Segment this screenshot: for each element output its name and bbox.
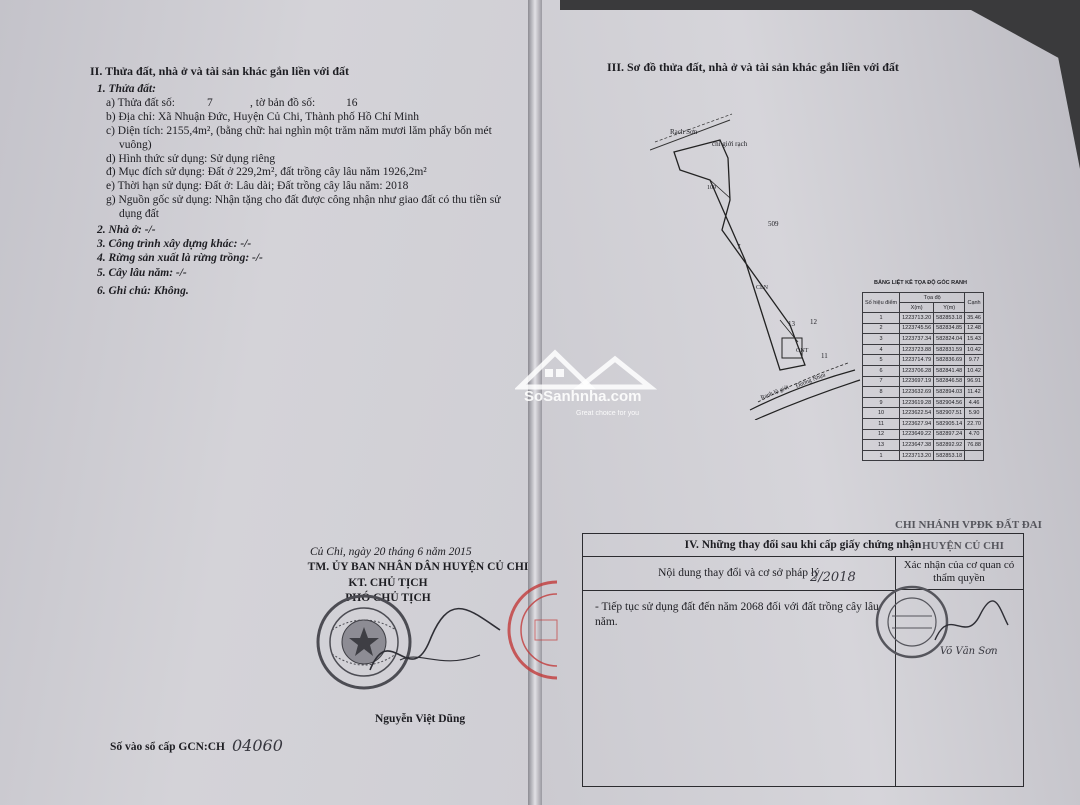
item-1-label: 1. Thửa đất: (97, 83, 156, 95)
coord-table-title: BẢNG LIỆT KÊ TỌA ĐỘ GÓC RANH (874, 280, 967, 286)
purpose-line: đ) Mục đích sử dụng: Đất ở 229,2m², đất trồng cây lâu năm 1926,2m² (106, 166, 427, 178)
coord-point: 7 (863, 376, 900, 387)
coord-point: 1 (863, 450, 900, 461)
coord-point: 8 (863, 387, 900, 398)
coord-edge: 9.77 (965, 355, 984, 366)
term-line: e) Thời hạn sử dụng: Đất ở: Lâu dài; Đất trồng cây lâu năm: 2018 (106, 180, 409, 192)
coord-header-edge: Cạnh (965, 293, 984, 313)
coord-row (863, 334, 984, 345)
coord-row (863, 397, 984, 408)
registry-label: Số vào sổ cấp GCN:CH (110, 741, 226, 753)
coord-y: 582907.51 (934, 408, 965, 419)
item-5: 5. Cây lâu năm: -/- (97, 267, 187, 279)
house-logo-icon (515, 345, 660, 390)
area-line-cont: vuông) (119, 139, 152, 151)
coord-y: 582824.04 (934, 334, 965, 345)
section-iii-title: III. Sơ đồ thửa đất, nhà ở và tài sản khác gắn liền với đất (607, 60, 899, 74)
coord-point: 11 (863, 418, 900, 429)
origin-line-cont: dụng đất (119, 208, 159, 220)
address-line: b) Địa chỉ: Xã Nhuận Đức, Huyện Củ Chi, Thành phố Hồ Chí Minh (106, 111, 419, 123)
map-label-509: 509 (768, 220, 779, 228)
coord-x: 1223697.19 (900, 376, 934, 387)
map-label-cln: CLN (756, 285, 768, 291)
coord-edge: 5.90 (965, 408, 984, 419)
coord-edge: 11.42 (965, 387, 984, 398)
signature-line-1: TM. ỦY BAN NHÂN DÂN HUYỆN CỦ CHI (307, 561, 529, 573)
coord-x: 1223647.38 (900, 440, 934, 451)
map-label-rach: Rạch Sơn (670, 128, 698, 136)
coord-y: 582897.24 (934, 429, 965, 440)
coord-row (863, 323, 984, 334)
coord-edge: 10.42 (965, 344, 984, 355)
map-sheet-label: , tờ bản đồ số: (250, 97, 316, 109)
coord-point: 12 (863, 429, 900, 440)
parcel-number-label: a) Thửa đất số: (106, 97, 175, 109)
coord-row (863, 365, 984, 376)
coord-edge: 4.70 (965, 429, 984, 440)
coord-y: 582853.18 (934, 313, 965, 324)
changes-table (582, 533, 1024, 787)
registry-handwritten: 04060 (232, 736, 283, 755)
item-6: 6. Ghi chú: Không. (97, 285, 189, 297)
coord-y: 582894.03 (934, 387, 965, 398)
coord-row (863, 344, 984, 355)
signature-line-3: PHÓ CHỦ TỊCH (345, 592, 431, 604)
map-label-ont: ONT (796, 348, 809, 354)
coord-header-x: X(m) (900, 303, 934, 313)
office-stamp-line-1: CHI NHÁNH VPĐK ĐẤT ĐAI (895, 519, 1042, 531)
map-label-road: Đường Nhựa (795, 372, 827, 390)
coord-x: 1223713.20 (900, 450, 934, 461)
watermark-brand: SoSanhnha.com (524, 388, 642, 405)
coord-edge: 12.48 (965, 323, 984, 334)
coord-edge: 96.91 (965, 376, 984, 387)
map-label-chi-gioi: chỉ giới rạch (712, 140, 748, 148)
coord-x: 1223627.94 (900, 418, 934, 429)
coord-y: 582836.69 (934, 355, 965, 366)
coord-x: 1223649.22 (900, 429, 934, 440)
coord-point: 10 (863, 408, 900, 419)
coord-row (863, 418, 984, 429)
coord-row (863, 450, 984, 461)
section-ii-title: II. Thửa đất, nhà ở và tài sản khác gắn liền với đất (90, 64, 350, 78)
coord-edge: 15.43 (965, 334, 984, 345)
coord-edge: 22.70 (965, 418, 984, 429)
signer-name: Nguyễn Việt Dũng (375, 713, 466, 725)
coord-point: 3 (863, 334, 900, 345)
change-date-handwritten: 2/2018 (810, 570, 856, 585)
coord-x: 1223632.69 (900, 387, 934, 398)
origin-line: g) Nguồn gốc sử dụng: Nhận tặng cho đất được công nhận như giao đất có thu tiền sử (106, 194, 501, 206)
red-stamp (505, 580, 560, 680)
coord-y: 582831.59 (934, 344, 965, 355)
coord-y: 582853.18 (934, 450, 965, 461)
coord-edge (965, 450, 984, 461)
coord-edge: 4.46 (965, 397, 984, 408)
coord-point: 4 (863, 344, 900, 355)
office-stamp-line-2: HUYỆN CỦ CHI (922, 540, 1004, 552)
coord-x: 1223619.28 (900, 397, 934, 408)
coord-point: 1 (863, 313, 900, 324)
coord-point: 2 (863, 323, 900, 334)
coord-y: 582905.14 (934, 418, 965, 429)
map-label-12: 12 (810, 318, 817, 326)
map-sheet-number: 16 (346, 97, 358, 109)
coord-x: 1223713.20 (900, 313, 934, 324)
changes-col-confirm-header: Xác nhận của cơ quan có thẩm quyền (895, 556, 1023, 590)
coord-row (863, 376, 984, 387)
coord-edge: 10.42 (965, 365, 984, 376)
coord-row (863, 440, 984, 451)
coord-x: 1223745.56 (900, 323, 934, 334)
coord-y: 582834.85 (934, 323, 965, 334)
map-label-11: 11 (821, 352, 828, 360)
map-label-13: 13 (788, 320, 795, 328)
change-entry: - Tiếp tục sử dụng đất đến năm 2068 đối với đất trồng cây lâu năm. (595, 601, 879, 628)
coord-x: 1223737.34 (900, 334, 934, 345)
section-iv-title: IV. Những thay đổi sau khi cấp giấy chứng nhận (583, 534, 1023, 557)
changes-col-content-header: Nội dung thay đổi và cơ sở pháp lý (583, 556, 896, 591)
coord-y: 582892.92 (934, 440, 965, 451)
item-3: 3. Công trình xây dựng khác: -/- (97, 238, 252, 250)
coord-header-point: Số hiệu điểm (863, 293, 900, 313)
coord-y: 582904.56 (934, 397, 965, 408)
coord-table (862, 292, 984, 461)
parcel-number: 7 (207, 97, 213, 109)
place-date: Củ Chi, ngày 20 tháng 6 năm 2015 (310, 546, 472, 558)
coord-header-y: Y(m) (934, 303, 965, 313)
watermark-tagline: Great choice for you (576, 410, 640, 417)
coord-x: 1223714.79 (900, 355, 934, 366)
map-label-109: 109 (707, 185, 716, 191)
coord-point: 9 (863, 397, 900, 408)
coord-x: 1223622.54 (900, 408, 934, 419)
office-signer-handwritten: Võ Văn Sơn (940, 646, 998, 657)
item-4: 4. Rừng sản xuất là rừng trồng: -/- (97, 252, 263, 264)
area-line: c) Diện tích: 2155,4m², (bằng chữ: hai nghìn một trăm năm mươi lăm phẩy bốn mét (106, 125, 492, 137)
coord-edge: 76.88 (965, 440, 984, 451)
coord-row (863, 355, 984, 366)
coord-header-coord: Tọa độ (900, 293, 965, 303)
coord-edge: 35.46 (965, 313, 984, 324)
coord-row (863, 408, 984, 419)
signature-line-2: KT. CHỦ TỊCH (348, 577, 428, 589)
coord-y: 582846.58 (934, 376, 965, 387)
coord-x: 1223706.28 (900, 365, 934, 376)
coord-point: 13 (863, 440, 900, 451)
office-signature (930, 600, 1010, 650)
coord-point: 6 (863, 365, 900, 376)
item-2: 2. Nhà ở: -/- (97, 224, 156, 236)
usage-form-line: d) Hình thức sử dụng: Sử dụng riêng (106, 153, 276, 165)
coord-point: 5 (863, 355, 900, 366)
map-label-7: 7 (737, 243, 741, 251)
coord-row (863, 313, 984, 324)
coord-row (863, 429, 984, 440)
coord-y: 582841.48 (934, 365, 965, 376)
handwritten-signature (360, 600, 510, 690)
coord-row (863, 387, 984, 398)
coord-x: 1223723.88 (900, 344, 934, 355)
map-label-ranh: Ranh lộ giới (759, 384, 790, 402)
